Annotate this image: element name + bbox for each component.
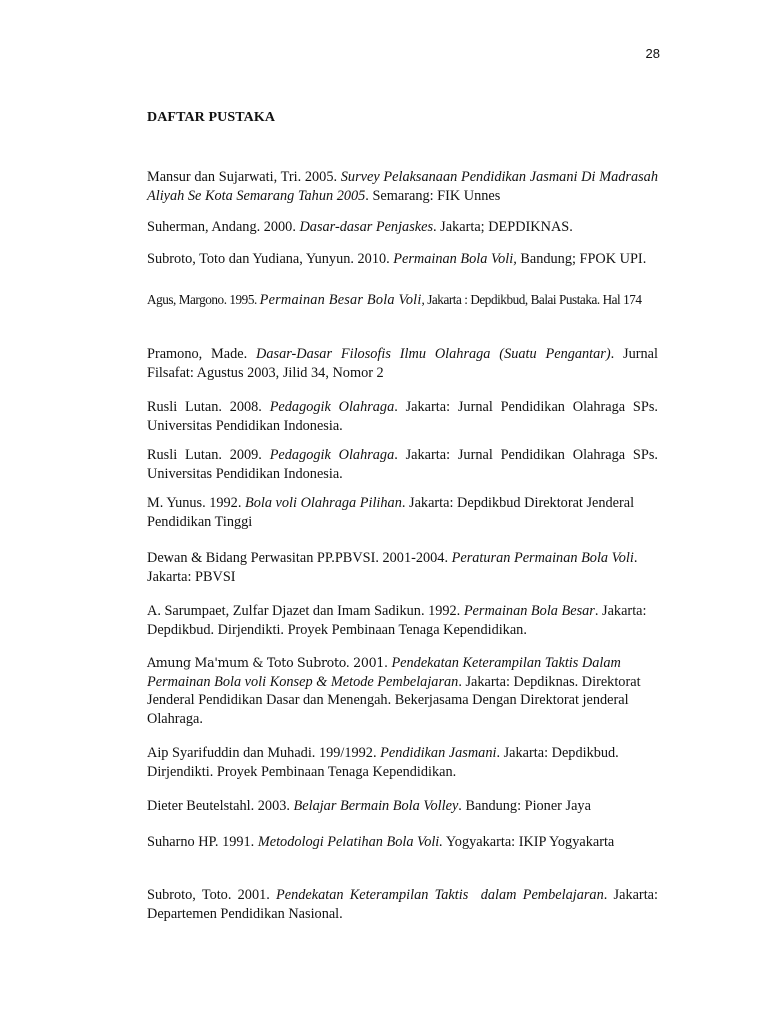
reference-entry: Rusli Lutan. 2008. Pedagogik Olahraga. Jakarta: Jurnal Pendidikan Olahraga SPs. Universitas Pendidikan Indonesia. — [147, 399, 658, 434]
reference-entry: Subroto, Toto. 2001. Pendekatan Keterampilan Taktis dalam Pembelajaran. Jakarta: Departemen Pendidikan Nasional. — [147, 887, 662, 922]
reference-entry: Agus, Margono. 1995. Permainan Besar Bola Voli, Jakarta : Depdikbud, Balai Pustaka. Hal 174 — [147, 292, 642, 308]
reference-entry: Suharno HP. 1991. Metodologi Pelatihan Bola Voli. Yogyakarta: IKIP Yogyakarta — [147, 834, 615, 850]
reference-entry: Amung Ma'mum & Toto Subroto. 2001. Pendekatan Keterampilan Taktis Dalam Permainan Bola voli Konsep & Metode Pembelajaran. Jakarta: Depdiknas. Direktorat Jenderal Pendidikan Dasar dan Menengah. Bekerjasama Dengan Direktorat jenderal Olahraga. — [147, 655, 641, 727]
reference-entry: M. Yunus. 1992. Bola voli Olahraga Pilihan. Jakarta: Depdikbud Direktorat Jenderal Pendidikan Tinggi — [147, 495, 635, 530]
reference-entry: Rusli Lutan. 2009. Pedagogik Olahraga. Jakarta: Jurnal Pendidikan Olahraga SPs. Universitas Pendidikan Indonesia. — [147, 447, 658, 482]
page-title: DAFTAR PUSTAKA — [147, 110, 276, 125]
reference-entry: Dewan & Bidang Perwasitan PP.PBVSI. 2001-2004. Peraturan Permainan Bola Voli. Jakarta: PBVSI — [147, 550, 638, 585]
reference-entry: Dieter Beutelstahl. 2003. Belajar Bermain Bola Volley. Bandung: Pioner Jaya — [147, 798, 591, 814]
reference-entry: Suherman, Andang. 2000. Dasar-dasar Penjaskes. Jakarta; DEPDIKNAS. — [147, 219, 573, 235]
reference-entry: Aip Syarifuddin dan Muhadi. 199/1992. Pendidikan Jasmani. Jakarta: Depdikbud. Dirjendikti. Proyek Pembinaan Tenaga Kependidikan. — [147, 745, 619, 780]
page-number: 28 — [645, 46, 660, 61]
reference-entry: Mansur dan Sujarwati, Tri. 2005. Survey Pelaksanaan Pendidikan Jasmani Di Madrasah Aliyah Se Kota Semarang Tahun 2005. Semarang: FIK Unnes — [147, 169, 658, 204]
reference-entry: Pramono, Made. Dasar-Dasar Filosofis Ilmu Olahraga (Suatu Pengantar). Jurnal Filsafat: Agustus 2003, Jilid 34, Nomor 2 — [147, 346, 658, 381]
reference-entry: Subroto, Toto dan Yudiana, Yunyun. 2010. Permainan Bola Voli, Bandung; FPOK UPI. — [147, 251, 647, 267]
reference-entry: A. Sarumpaet, Zulfar Djazet dan Imam Sadikun. 1992. Permainan Bola Besar. Jakarta: Depdikbud. Dirjendikti. Proyek Pembinaan Tenaga Kependidikan. — [147, 603, 647, 638]
